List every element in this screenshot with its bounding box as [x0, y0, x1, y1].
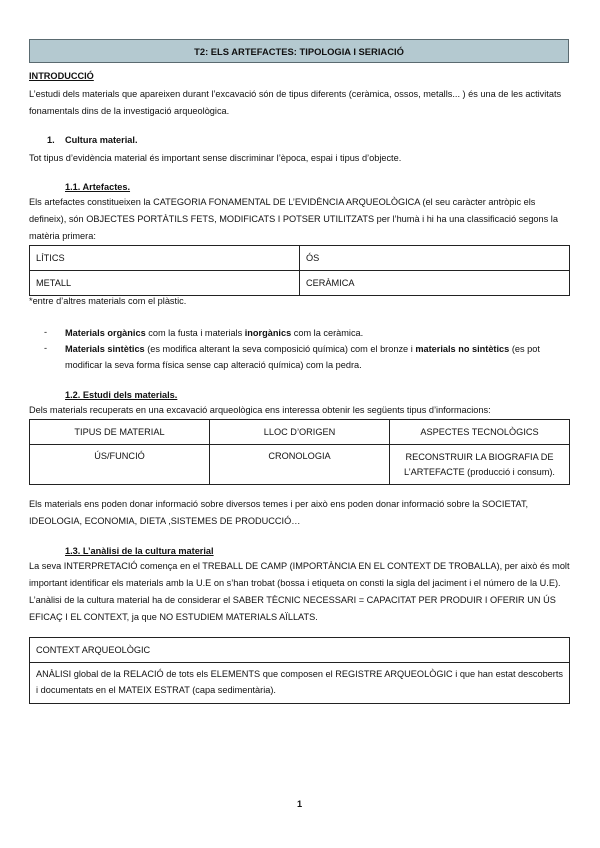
table-cell: ÓS	[300, 246, 570, 271]
material-note: *entre d’altres materials com el plàstic.	[29, 296, 187, 306]
table-cell: CRONOLOGIA	[210, 445, 390, 485]
context-box-title: CONTEXT ARQUEOLÒGIC	[30, 638, 569, 663]
material-table	[29, 245, 570, 296]
bullet-item: Materials orgànics com la fusta i materials inorgànics com la ceràmica.	[65, 328, 364, 338]
section1-3-heading: 1.3. L’anàlisi de la cultura material	[65, 546, 214, 556]
table-row	[30, 271, 570, 296]
information-table	[29, 419, 570, 485]
table-cell: ASPECTES TECNOLÒGICS	[390, 420, 570, 445]
section1-1-heading: 1.1. Artefactes.	[65, 182, 131, 192]
section1-number: 1.	[47, 135, 55, 145]
table-row	[30, 420, 570, 445]
bullet-item: Materials sintètics (es modifica alterant la seva composició química) com el bronze i materials no sintètics (es pot modificar la seva forma física sense cap alteració química) com la pedra.	[65, 344, 540, 370]
section1-1-text: Els artefactes constitueixen la CATEGORIA FONAMENTAL DE L’EVIDÈNCIA ARQUEOLÒGICA (el seu caràcter antròpic els defineix), són OBJECTES PORTÀTILS FETS, MODIFICATS I POTSER UTILITZATS per l’humà i hi ha una classificació segons la matèria primera:	[29, 197, 558, 241]
section1-3-text: La seva INTERPRETACIÓ comença en el TREBALL DE CAMP (IMPORTÀNCIA EN EL CONTEXT DE TROBALLA), per això és molt important identificar els materials amb la U.E on s’han trobat (bossa i etiqueta on consti la sigla del jaciment i el número de la U.E). L’anàlisi de la cultura material ha de considerar el SABER TÈCNIC NECESSARI = CAPACITAT PER PRODUIR I OFERIR UN ÚS EFICAÇ I EL CONTEXT, ja que NO ESTUDIEM MATERIALS AÏLLATS.	[29, 561, 570, 622]
section1-2-text: Dels materials recuperats en una excavació arqueològica ens interessa obtenir les següents tipus d’informacions:	[29, 405, 491, 415]
table-cell: TIPUS DE MATERIAL	[30, 420, 210, 445]
context-box	[29, 637, 570, 704]
document-title: T2: ELS ARTEFACTES: TIPOLOGIA I SERIACIÓ	[29, 39, 569, 63]
page-number: 1	[297, 799, 303, 809]
bullet-dash: -	[44, 327, 48, 337]
table-cell: LLOC D’ORIGEN	[210, 420, 390, 445]
table-cell: METALL	[30, 271, 300, 296]
table-row	[30, 445, 570, 485]
section1-2-heading: 1.2. Estudi dels materials.	[65, 390, 178, 400]
table-cell: ÚS/FUNCIÓ	[30, 445, 210, 485]
context-box-text: ANÀLISI global de la RELACIÓ de tots els ELEMENTS que composen el REGISTRE ARQUEOLÒGIC i que han estat descoberts i documentats en el MATEIX ESTRAT (capa sedimentària).	[36, 669, 563, 695]
table-cell: CERÀMICA	[300, 271, 570, 296]
table-cell: RECONSTRUIR LA BIOGRAFIA DE L’ARTEFACTE (producció i consum).	[390, 445, 570, 485]
table-row	[30, 246, 570, 271]
section1-2-after: Els materials ens poden donar informació sobre diversos temes i per això ens poden donar informació sobre la SOCIETAT, IDEOLOGIA, ECONOMIA, DIETA ,SISTEMES DE PRODUCCIÓ…	[29, 499, 529, 526]
bullet-dash: -	[44, 343, 48, 353]
intro-text: L’estudi dels materials que apareixen durant l’excavació són de tipus diferents (ceràmica, ossos, metalls... ) és una de les activitats fonamentals dins de la investigació arqueològica.	[29, 89, 562, 116]
section1-heading: Cultura material.	[65, 135, 138, 145]
table-cell: LÍTICS	[30, 246, 300, 271]
section1-text: Tot tipus d’evidència material és important sense discriminar l’època, espai i tipus d’objecte.	[29, 153, 402, 163]
intro-heading: INTRODUCCIÓ	[29, 71, 94, 81]
